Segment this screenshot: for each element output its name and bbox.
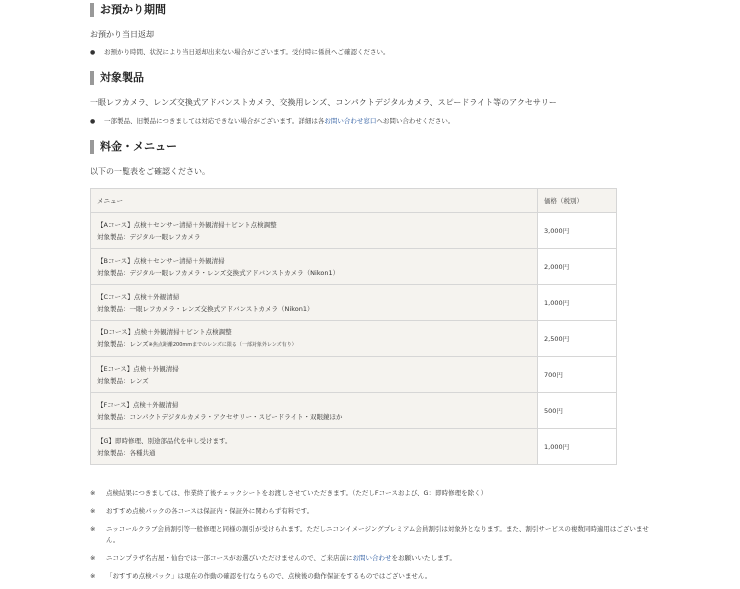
products-bullet-pre: 一部製品、旧製品につきましては対応できない場合がございます。詳細は各 <box>104 117 325 125</box>
note-text: おすすめ点検パックの各コースは保証内・保証外に関わらず有料です。 <box>106 507 314 515</box>
note-mark: ※ <box>90 489 96 497</box>
period-bullet <box>90 48 389 57</box>
note-text-pre: ニコンプラザ名古屋・仙台では一部コースがお選びいただけませんので、ご来店前に <box>106 554 353 562</box>
note-text <box>106 553 650 564</box>
price-cell: 700円 <box>538 357 617 393</box>
contact-window-link[interactable]: お問い合わせ窓口 <box>324 117 377 125</box>
notes-list <box>90 488 650 589</box>
course-target: 対象製品：各種共通 <box>97 448 156 457</box>
table-row <box>91 393 617 429</box>
note-item <box>90 571 650 582</box>
course-note: ※焦点距離200mmまでのレンズに限る（一部対象外レンズ有り） <box>148 342 297 348</box>
note-text: 「おすすめ点検パック」は現在の作動の確認を行なうもので、点検後の動作保証をするものではございません。 <box>106 572 432 580</box>
menu-cell <box>91 357 538 393</box>
pricing-heading: 料金・メニュー <box>90 140 177 154</box>
menu-cell <box>91 213 538 249</box>
period-bullet-text: お預かり時間、状況により当日返却出来ない場合がございます。受付時に係員へご確認ください。 <box>104 48 390 56</box>
menu-cell <box>91 429 538 465</box>
course-target: 対象製品：レンズ <box>97 340 149 348</box>
note-mark: ※ <box>90 572 96 580</box>
products-heading: 対象製品 <box>90 71 144 85</box>
inquiry-link[interactable]: お問い合わせ <box>352 554 392 562</box>
price-cell: 2,000円 <box>538 249 617 285</box>
menu-cell <box>91 249 538 285</box>
price-cell: 1,000円 <box>538 429 617 465</box>
course-name: 【Bコース】点検＋センサー清掃＋外観清掃 <box>97 256 225 265</box>
bullet-dot-icon: ● <box>90 118 96 125</box>
course-target: 対象製品：レンズ <box>97 376 149 385</box>
course-name: 【Dコース】点検＋外観清掃＋ピント点検調整 <box>97 328 232 336</box>
course-target: 対象製品：デジタル一眼レフカメラ・レンズ交換式アドバンストカメラ（Nikon1） <box>97 268 340 277</box>
note-item <box>90 506 650 517</box>
course-target: 対象製品：コンパクトデジタルカメラ・アクセサリー・スピードライト・双眼鏡ほか <box>97 412 343 421</box>
pricing-intro: 以下の一覧表をご確認ください。 <box>90 167 210 176</box>
course-target: 対象製品：デジタル一眼レフカメラ <box>97 232 201 241</box>
menu-cell <box>91 393 538 429</box>
note-item <box>90 553 650 564</box>
note-text: 点検結果につきましては、作業終了後チェックシートをお渡しさせていただきます。（ただしFコースおよび、G：即時修理を除く） <box>106 489 488 497</box>
table-row <box>91 357 617 393</box>
price-column-header: 価格（税別） <box>538 189 617 213</box>
products-bullet <box>90 117 454 126</box>
menu-cell <box>91 321 538 357</box>
price-cell: 1,000円 <box>538 285 617 321</box>
note-mark: ※ <box>90 507 96 515</box>
table-row <box>91 213 617 249</box>
course-name: 【Aコース】点検＋センサー清掃＋外観清掃＋ピント点検調整 <box>97 220 277 229</box>
note-item <box>90 524 650 546</box>
course-name: 【Cコース】点検＋外観清掃 <box>97 292 180 301</box>
table-row <box>91 321 617 357</box>
period-heading: お預かり期間 <box>90 3 166 17</box>
note-mark: ※ <box>90 554 96 562</box>
period-text: お預かり当日返却 <box>90 30 154 39</box>
price-cell: 3,000円 <box>538 213 617 249</box>
price-cell: 500円 <box>538 393 617 429</box>
course-name: 【G】即時修理、別途部品代を申し受けます。 <box>97 436 232 445</box>
course-target: 対象製品：一眼レフカメラ・レンズ交換式アドバンストカメラ（Nikon1） <box>97 304 314 313</box>
course-name: 【Eコース】点検＋外観清掃 <box>97 364 179 373</box>
note-mark: ※ <box>90 525 96 533</box>
price-table <box>90 188 617 465</box>
note-text: ニッコールクラブ会員割引等一般修理と同様の割引が受けられます。ただしニコンイメージングプレミアム会員割引は対象外となります。また、割引サービスの複数同時適用はございません。 <box>106 525 649 544</box>
products-text: 一眼レフカメラ、レンズ交換式アドバンストカメラ、交換用レンズ、コンパクトデジタルカメラ、スピードライト等のアクセサリー <box>90 98 557 107</box>
price-cell: 2,500円 <box>538 321 617 357</box>
table-header-row <box>91 189 617 213</box>
course-name: 【Fコース】点検＋外観清掃 <box>97 400 179 409</box>
table-row <box>91 429 617 465</box>
note-item <box>90 488 650 499</box>
note-text-post: をお願いいたします。 <box>391 554 457 562</box>
table-row <box>91 249 617 285</box>
table-row <box>91 285 617 321</box>
menu-cell <box>91 285 538 321</box>
products-bullet-post: へお問い合わせください。 <box>376 117 455 125</box>
bullet-dot-icon: ● <box>90 49 96 56</box>
menu-column-header: メニュー <box>91 189 538 213</box>
